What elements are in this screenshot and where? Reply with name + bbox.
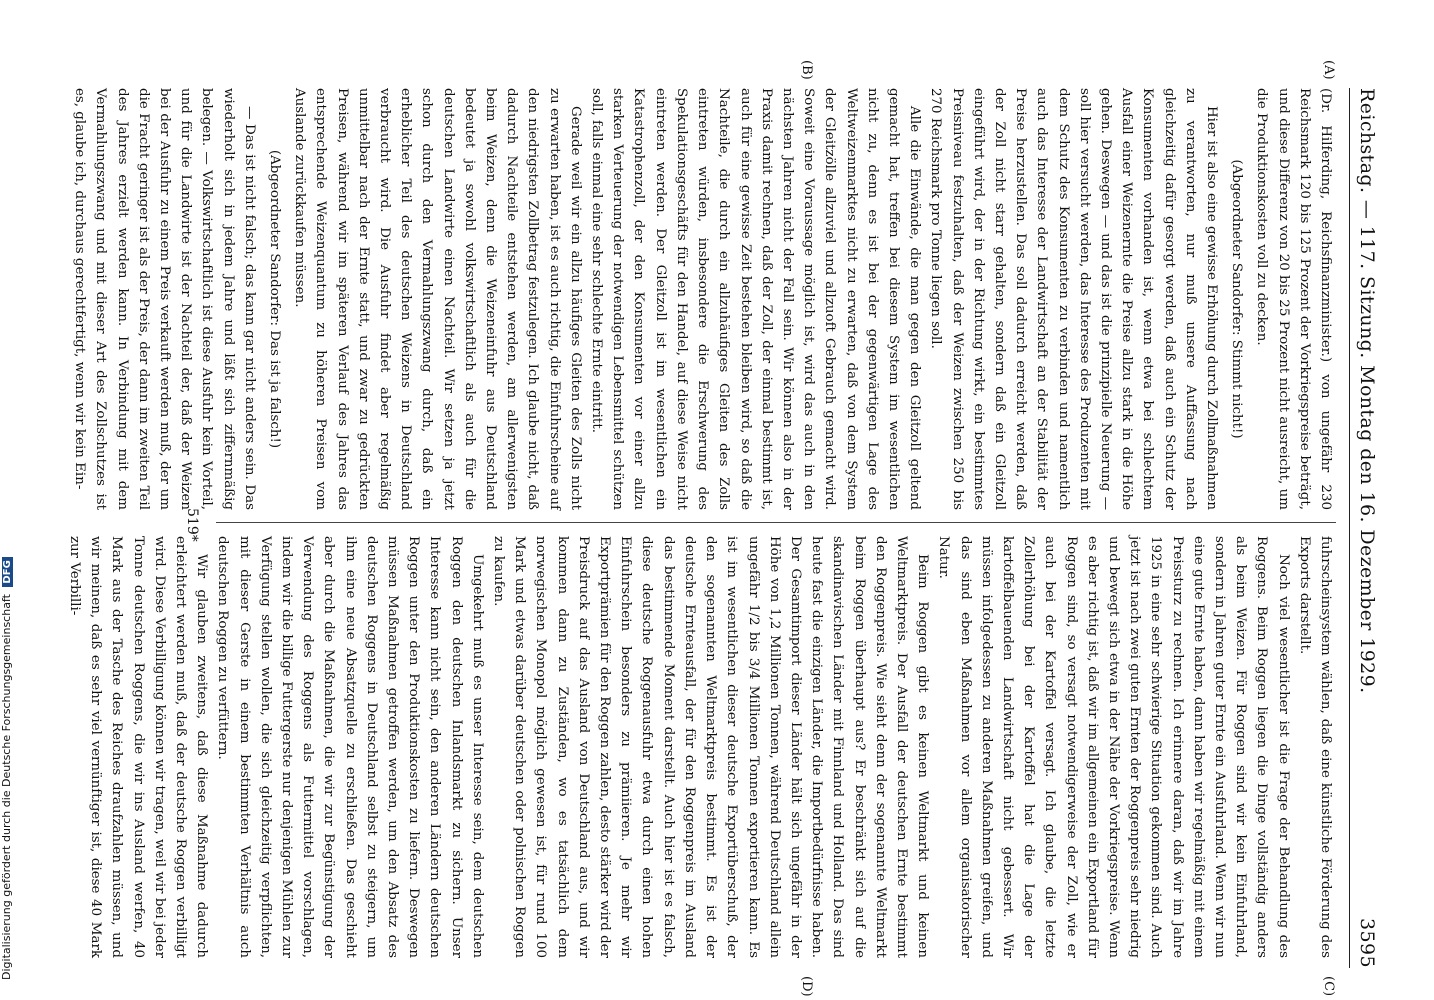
paragraph: Umgekehrt muß es unser Interesse sein, dem deutschen Roggen den deutschen Inlandsmarkt zu sichern. Unser Interesse kann nicht sein, den anderen Ländern deutschen Roggen unter den Produktionskosten zu liefern. Deswegen müssen Maßnahmen getroffen werden, um den Absatz des deutschen Roggens in Deutschland selbst zu steigern, um ihm eine neue Absatzquelle zu erschließen. Das geschieht aber durch die Maßnahmen, die wir zur Begünstigung der Verwendung des Roggens als Futtermittel vorschlagen, indem wir die billige Futtergerste nur denjenigen Mühlen zur Verfügung stellen wollen, die sich gleichzeitig verpflichten, mit dieser Gerste in einem bestimmten Verhältnis auch deutschen Roggen zu verfüttern. <box>215 536 485 958</box>
interjection: (Abgeordneter Sandorfer: Stimmt nicht!) <box>1229 159 1245 439</box>
paragraph: — Das ist nicht falsch; das kann gar nicht anders sein. Das wiederholt sich in jedem Jahre und läßt sich ziffernmäßig belegen. — Volkswirtschaftlich ist diese Ausfuhr kein Vorteil, und für die Landwirte ist der Nachteil der, daß der Weizen bei der Ausfuhr zu einem Preis verkauft werden muß, der um die Fracht geringer ist als der Preis, der dann im zweiten Teil des Jahres erzielt werden kann. In Verbindung mit dem Vermahlungszwang und mit dieser Art des Zollschutzes ist es, glaube ich, durchaus gerechtfertigt, wenn wir kein Ein- <box>72 88 257 510</box>
column-divider <box>216 522 1336 523</box>
interjection: (Abgeordneter Sandorfer: Das ist ja falsch!) <box>267 149 283 449</box>
page-number: 3595 <box>1356 918 1378 968</box>
paragraph: Hier ist also eine gewisse Erhöhung durch Zollmaßnahmen zu verantworten, nur muß unsere Auffassung nach gleichzeitig dafür gesorgt werden, daß auch ein Schutz der Konsumenten vorhanden ist, wenn etwa bei schlechtem Ausfall einer Weizenernte die Preise allzu stark in die Höhe gehen. Deswegen — und das ist die prinzipielle Neuerung — soll hier versucht werden, das Interesse des Produzenten mit dem Schutz des Konsumenten zu verbinden und namentlich auch das Interesse der Landwirtschaft an der Stabilität der Preise herzustellen. Das soll dadurch erreicht werden, daß der Zoll nicht starr gehalten, sondern daß ein Gleitzoll eingeführt wird, der in der Richtung wirkt, ein bestimmtes Preisniveau festzuhalten, daß der Weizen zwischen 250 bis 270 Reichsmark pro Tonne liegen soll. <box>928 88 1219 510</box>
page-header <box>1349 88 1380 968</box>
paragraph: Alle die Einwände, die man gegen den Gleitzoll geltend gemacht hat, treffen bei diesem System im wesentlichen nicht zu, denn es ist bei der gegenwärtigen Lage des Weltweizenmarktes nicht zu erwarten, daß von dem System der Gleitzölle allzuviel und allzuoft Gebrauch gemacht wird. Soweit eine Voraussage möglich ist, wird das auch in den nächsten Jahren nicht der Fall sein. Wir können also in der Praxis damit rechnen, daß der Zoll, der einmal bestimmt ist, auch für eine gewisse Zeit bestehen bleiben wird, so daß die Nachteile, die durch ein allzuhäufiges Gleiten des Zolls eintreten würden, insbesondere die Erschwerung des Spekulationsgeschäfts für den Handel, auf diese Weise nicht eintreten werden. Der Gleitzoll ist im wesentlichen ein Katastrophenzoll, der den Konsumenten vor einer allzu starken Verteuerung der notwendigen Lebensmittel schützen soll, falls einmal eine sehr schlechte Ernte eintritt. <box>589 88 923 510</box>
margin-mark-a: (A) <box>1321 60 1336 80</box>
digitization-note <box>0 20 16 980</box>
page-header-title: Reichstag. — 117. Sitzung. Montag den 16. Dezember 1929. <box>1356 88 1378 694</box>
paragraph: Beim Roggen gibt es keinen Weltmarkt und keinen Weltmarktpreis. Der Ausfall der deutschen Ernte bestimmt den Roggenpreis. Wie sieht denn der sogenannte Weltmarkt beim Roggen überhaupt aus? Er beschränkt sich auf die skandinavischen Länder mit Finnland und Holland. Das sind heute fast die einzigen Länder, die Importbedürfnisse haben. Der Gesamtimport dieser Länder hält sich ungefähr in der Höhe von 1,2 Millionen Tonnen, während Deutschland allein ungefähr 1/2 bis 3/4 Millionen Tonnen exportieren kann. Es ist im wesentlichen dieser deutsche Exportüberschuß, der den sogenannten Weltmarktpreis bestimmt. Es ist der deutsche Ernteausfall, der für den Roggenpreis im Ausland das bestimmende Moment darstellt. Auch hier ist es falsch, diese deutsche Roggenausfuhr etwa durch einen hohen Einfuhrschein besonders zu prämiieren. Je mehr wir Exportprämien für den Roggen zahlen, desto stärker wird der Preisdruck auf das Ausland von Deutschland aus, und wir kommen dann zu Zuständen, wo es tatsächlich dem norwegischen Monopol möglich gewesen ist, für rund 100 Mark und etwas darüber deutschen oder polnischen Roggen zu kaufen. <box>491 536 931 958</box>
paragraph: Noch viel wesentlicher ist die Frage der Behandlung des Roggens. Beim Roggen liegen die Dinge vollständig anders als beim Weizen. Für Roggen sind wir kein Einfuhrland, sondern in Jahren guter Ernte ein Ausfuhrland. Wenn wir nun eine gute Ernte haben, dann haben wir regelmäßig mit einem Preissturz zu rechnen. Ich erinnere daran, daß wir im Jahre 1925 in eine sehr schwierige Situation gekommen sind. Auch jetzt ist nach zwei guten Ernten der Roggenpreis sehr niedrig und bewegt sich etwa in der Nähe der Vorkriegspreise. Wenn es aber richtig ist, daß wir im allgemeinen ein Exportland für Roggen sind, so versagt notwendigerweise der Zoll, wie er auch bei der Kartoffel versagt. Ich glaube, die letzte Zollerhöhung bei der Kartoffel hat die Lage der kartoffelbauenden Landwirtschaft nicht gebessert. Wir müssen infolgedessen zu anderen Maßnahmen greifen, und das sind eben Maßnahmen vor allem organisatorischer Natur. <box>936 536 1291 958</box>
paragraph: Wir glauben zweitens, daß diese Maßnahme dadurch erleichtert werden muß, daß der deutsche Roggen verbilligt wird. Diese Verbilligung können wir tragen, weil wir bei jeder Tonne deutschen Roggens, die wir ins Ausland werfen, 40 Mark aus der Tasche des Reiches draufzahlen müssen, und wir meinen, daß es sehr viel vernünftiger ist, diese 40 Mark zur Verbilli- <box>67 536 210 958</box>
digitization-bar <box>0 0 16 1000</box>
margin-mark-c: (C) <box>1321 976 1336 997</box>
rotated-page-content <box>67 60 1380 997</box>
right-column <box>67 536 1336 958</box>
paragraph: Gerade weil wir ein allzu häufiges Gleiten des Zolls nicht zu erwarten haben, ist es auch richtig, die Einfuhrscheine auf den niedrigsten Zollbetrag festzulegen. Ich glaube nicht, daß dadurch Nachteile entstehen werden, am allerwenigsten beim Weizen, denn die Weizeneinfuhr aus Deutschland bedeutet ja sowohl volkswirtschaftlich als auch für die deutschen Landwirte einen Nachteil. Wir setzen ja jetzt schon durch den Vermahlungszwang durch, daß ein erheblicher Teil des deutschen Weizens in Deutschland verbraucht wird. Die Ausfuhr findet aber regelmäßig unmittelbar nach der Ernte statt, und zwar zu gedrückten Preisen, während wir im späteren Verlauf des Jahres das entsprechende Weizenquantum zu höheren Preisen vom Auslande zurückkaufen müssen. <box>292 88 583 510</box>
left-column <box>72 88 1336 510</box>
margin-mark-d: (D) <box>799 976 814 997</box>
paragraph: fuhrscheinsystem wählen, daß eine künstliche Förderung des Exports darstellt. <box>1296 536 1333 958</box>
dfg-logo: DFG <box>2 557 13 586</box>
paragraph: (Dr. Hilferding, Reichsfinanzminister.) von ungefähr 230 Reichsmark 120 bis 125 Prozent der Vorkriegspreise beträgt, und diese Differenz von 20 bis 25 Prozent nicht ausreicht, um die Produktionskosten voll zu decken. <box>1254 88 1333 510</box>
margin-mark-b: (B) <box>799 60 814 80</box>
sheet-number: 519* <box>184 508 200 542</box>
digitization-text: Digitalisierung gefördert durch die Deutsche Forschungsgemeinschaft <box>0 594 13 980</box>
